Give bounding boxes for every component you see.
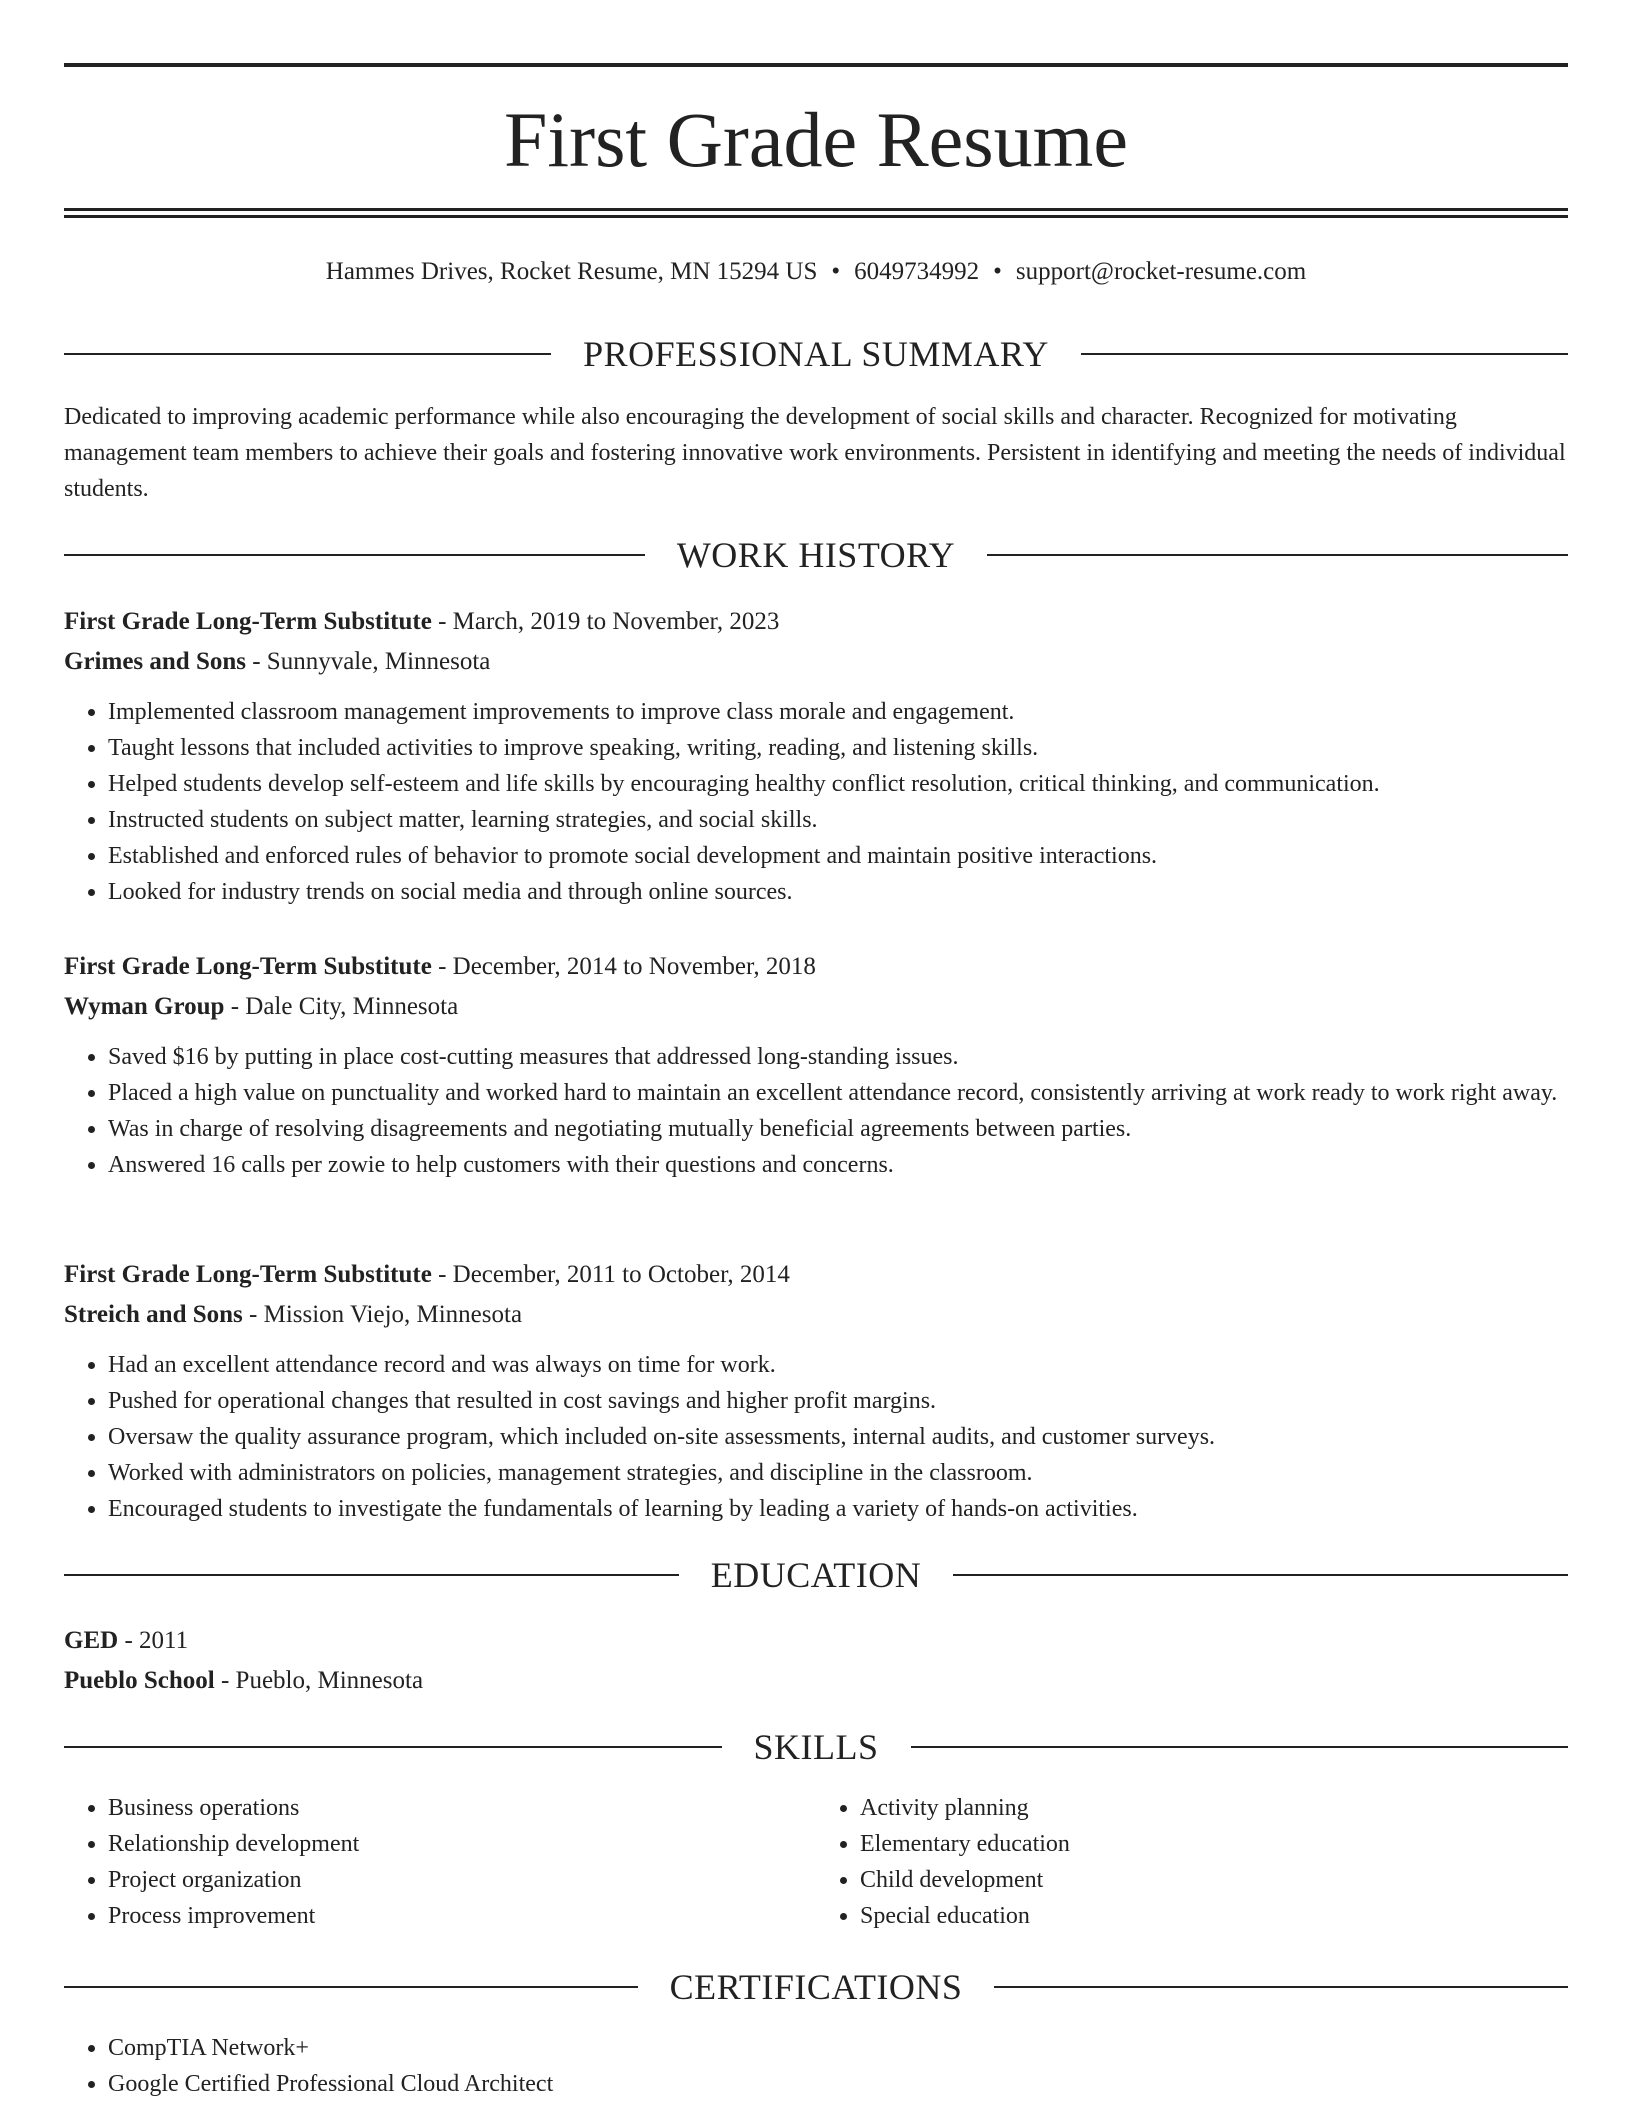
education-location: - Pueblo, Minnesota xyxy=(214,1667,424,1694)
heading-rule xyxy=(987,554,1568,556)
section-heading-summary xyxy=(64,332,1568,376)
education-year: - 2011 xyxy=(118,1627,189,1654)
skill-item: • Project organization xyxy=(108,1862,816,1898)
skills-column-right xyxy=(816,1790,1568,1934)
education-school: Pueblo School xyxy=(64,1667,215,1694)
job-bullet: • Answered 16 calls per zowie to help customers with their questions and concerns. xyxy=(108,1147,1568,1183)
heading-rule xyxy=(64,1746,722,1748)
skill-item: • Activity planning xyxy=(860,1790,1568,1826)
contact-line xyxy=(64,256,1568,288)
resume-title: First Grade Resume xyxy=(504,96,1128,183)
job-company-line xyxy=(64,987,1568,1027)
job-bullets xyxy=(64,1347,1568,1527)
skills-grid xyxy=(64,1790,1568,1934)
contact-phone: 6049734992 xyxy=(854,258,980,285)
heading-rule xyxy=(64,353,551,355)
job-entry xyxy=(64,602,1568,910)
heading-rule xyxy=(64,1986,638,1988)
job-title-line xyxy=(64,947,1568,987)
skill-item: • Process improvement xyxy=(108,1898,816,1934)
skills-column-left xyxy=(64,1790,816,1934)
job-bullet: • Placed a high value on punctuality and worked hard to maintain an excellent attendance record, consistently arriving at work ready to work right away. xyxy=(108,1075,1568,1111)
certification-item: • Google Certified Professional Cloud Architect xyxy=(108,2066,1568,2102)
section-title: EDUCATION xyxy=(710,1555,922,1595)
certification-item: • CompTIA Network+ xyxy=(108,2030,1568,2066)
job-title: First Grade Long-Term Substitute xyxy=(64,1261,432,1288)
job-company: Grimes and Sons xyxy=(64,648,246,675)
section-heading-education xyxy=(64,1553,1568,1597)
job-entry xyxy=(64,947,1568,1183)
summary-text: Dedicated to improving academic performance while also encouraging the development of social skills and character. Recognized for motivating management team members to achieve their goals and fostering innovative work environments. Persistent in identifying and meeting the needs of individual students. xyxy=(64,404,1566,502)
job-entry xyxy=(64,1255,1568,1527)
job-bullets xyxy=(64,1039,1568,1183)
job-title-line xyxy=(64,602,1568,642)
contact-separator: • xyxy=(831,258,841,285)
skill-item: • Special education xyxy=(860,1898,1568,1934)
skill-item: • Business operations xyxy=(108,1790,816,1826)
job-bullet: • Worked with administrators on policies, management strategies, and discipline in the classroom. xyxy=(108,1455,1568,1491)
education-entry xyxy=(64,1621,1568,1701)
job-title-line xyxy=(64,1255,1568,1295)
job-dates: - March, 2019 to November, 2023 xyxy=(431,608,780,635)
job-company: Streich and Sons xyxy=(64,1301,243,1328)
education-degree-line xyxy=(64,1621,1568,1661)
job-location: - Dale City, Minnesota xyxy=(224,993,459,1020)
heading-rule xyxy=(1081,353,1568,355)
job-bullet: • Taught lessons that included activities to improve speaking, writing, reading, and listening skills. xyxy=(108,730,1568,766)
section-heading-certifications xyxy=(64,1965,1568,2009)
job-title: First Grade Long-Term Substitute xyxy=(64,608,432,635)
job-bullet: • Helped students develop self-esteem and life skills by encouraging healthy conflict resolution, critical thinking, and communication. xyxy=(108,766,1568,802)
heading-rule xyxy=(911,1746,1569,1748)
contact-email: support@rocket-resume.com xyxy=(1015,258,1307,285)
job-location: - Mission Viejo, Minnesota xyxy=(242,1301,523,1328)
job-bullet: • Encouraged students to investigate the fundamentals of learning by leading a variety of hands-on activities. xyxy=(108,1491,1568,1527)
job-bullet: • Established and enforced rules of behavior to promote social development and maintain positive interactions. xyxy=(108,838,1568,874)
certifications-list xyxy=(64,2030,1568,2102)
job-bullets xyxy=(64,694,1568,910)
education-degree: GED xyxy=(64,1627,119,1654)
job-company-line xyxy=(64,1295,1568,1335)
education-school-line xyxy=(64,1661,1568,1701)
job-title: First Grade Long-Term Substitute xyxy=(64,953,432,980)
top-rule xyxy=(64,63,1568,67)
contact-address: Hammes Drives, Rocket Resume, MN 15294 US xyxy=(325,258,818,285)
skill-item: • Child development xyxy=(860,1862,1568,1898)
contact-separator: • xyxy=(993,258,1002,285)
skill-item: • Relationship development xyxy=(108,1826,816,1862)
certifications-list-wrap xyxy=(64,2030,1568,2102)
heading-rule xyxy=(64,554,645,556)
job-bullet: • Had an excellent attendance record and was always on time for work. xyxy=(108,1347,1568,1383)
heading-rule xyxy=(953,1574,1568,1576)
job-company: Wyman Group xyxy=(64,993,225,1020)
job-company-line xyxy=(64,642,1568,682)
job-dates: - December, 2014 to November, 2018 xyxy=(431,953,816,980)
job-bullet: • Pushed for operational changes that resulted in cost savings and higher profit margins. xyxy=(108,1383,1568,1419)
section-heading-skills xyxy=(64,1725,1568,1769)
job-bullet: • Looked for industry trends on social media and through online sources. xyxy=(108,874,1568,910)
job-bullet: • Instructed students on subject matter, learning strategies, and social skills. xyxy=(108,802,1568,838)
job-bullet: • Oversaw the quality assurance program, which included on-site assessments, internal audits, and customer surveys. xyxy=(108,1419,1568,1455)
skill-item: • Elementary education xyxy=(860,1826,1568,1862)
heading-rule xyxy=(994,1986,1568,1988)
section-title: WORK HISTORY xyxy=(676,535,956,575)
job-bullet: • Was in charge of resolving disagreements and negotiating mutually beneficial agreements between parties. xyxy=(108,1111,1568,1147)
section-heading-work xyxy=(64,533,1568,577)
section-title: PROFESSIONAL SUMMARY xyxy=(583,334,1049,374)
heading-rule xyxy=(64,1574,679,1576)
job-bullet: • Saved $16 by putting in place cost-cutting measures that addressed long-standing issues. xyxy=(108,1039,1568,1075)
section-title: CERTIFICATIONS xyxy=(669,1967,963,2007)
job-bullet: • Implemented classroom management improvements to improve class morale and engagement. xyxy=(108,694,1568,730)
job-dates: - December, 2011 to October, 2014 xyxy=(431,1261,790,1288)
section-title: SKILLS xyxy=(753,1727,879,1767)
job-location: - Sunnyvale, Minnesota xyxy=(245,648,491,675)
title-double-rule xyxy=(64,208,1568,218)
